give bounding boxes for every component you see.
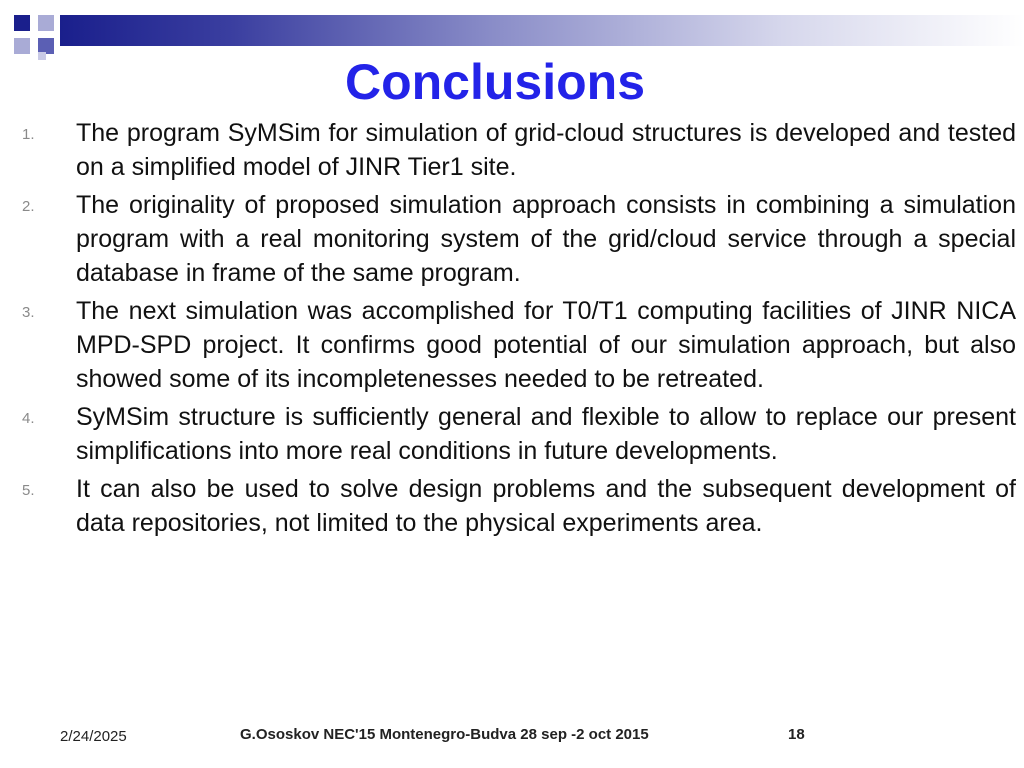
decor-square — [38, 15, 54, 31]
list-item-number: 2. — [22, 198, 35, 215]
list-item — [22, 294, 1016, 396]
list-item-number: 4. — [22, 410, 35, 427]
footer-presenter-event: G.Ososkov NEC'15 Montenegro-Budva 28 sep -2 oct 2015 — [240, 726, 649, 743]
list-item-text: The program SyMSim for simulation of grid-cloud structures is developed and tested on a simplified model of JINR Tier1 site. — [76, 119, 1016, 181]
slide-title: Conclusions — [344, 54, 646, 110]
list-item-text: The next simulation was accomplished for T0/T1 computing facilities of JINR NICA MPD-SPD project. It confirms good potential of our simulation approach, but also showed some of its incompletenesses needed to be retreated. — [76, 297, 1016, 393]
list-item — [22, 472, 1016, 540]
list-item — [22, 188, 1016, 290]
slide-number: 18 — [788, 726, 805, 743]
list-item-number: 5. — [22, 482, 35, 499]
footer-date: 2/24/2025 — [60, 728, 127, 745]
list-item-text: The originality of proposed simulation approach consists in combining a simulation program with a real monitoring system of the grid/cloud service through a special database in frame of the same program. — [76, 191, 1016, 287]
list-item — [22, 116, 1016, 184]
conclusions-list — [22, 116, 1016, 544]
list-item-number: 1. — [22, 126, 35, 143]
list-item — [22, 400, 1016, 468]
decor-square — [14, 15, 30, 31]
list-item-text: It can also be used to solve design problems and the subsequent development of data repositories, not limited to the physical experiments area. — [76, 475, 1016, 537]
header-gradient-bar — [60, 15, 1024, 46]
list-item-text: SyMSim structure is sufficiently general and flexible to allow to replace our present simplifications into more real conditions in future developments. — [76, 403, 1016, 465]
list-item-number: 3. — [22, 304, 35, 321]
